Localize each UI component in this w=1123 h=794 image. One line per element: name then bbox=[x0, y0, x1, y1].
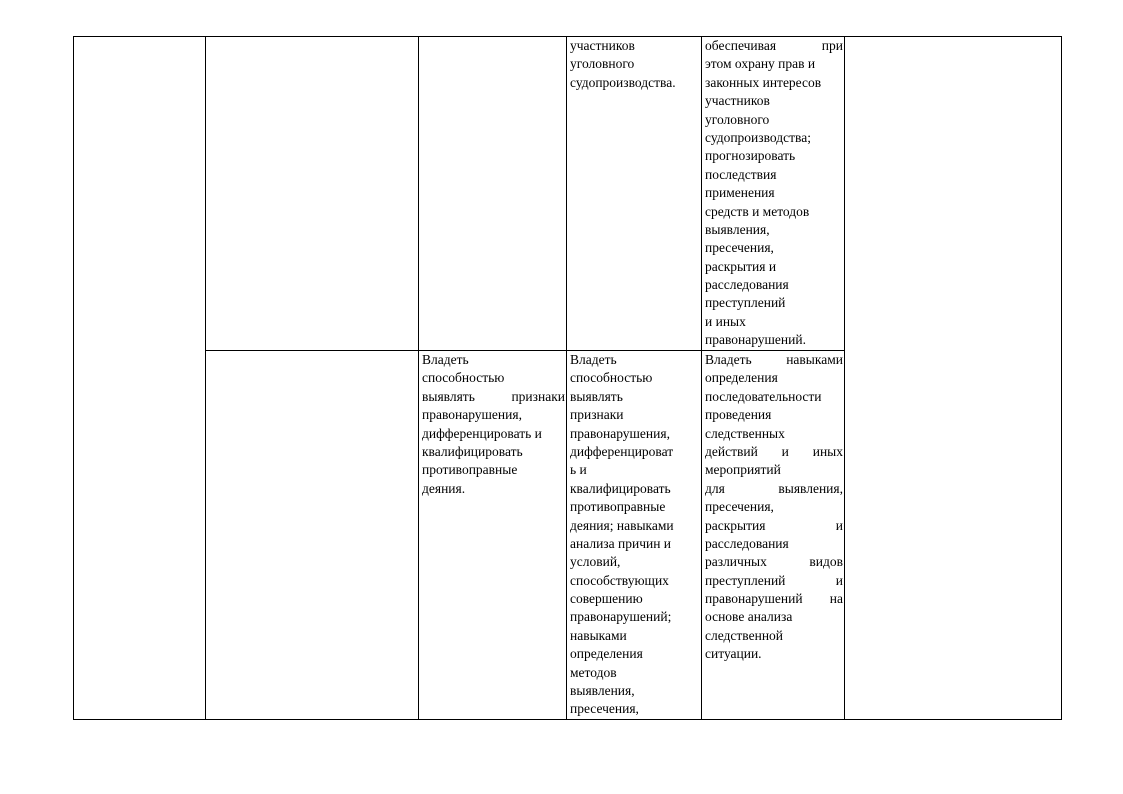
cell-line: правонарушений на bbox=[705, 591, 843, 607]
cell-line: прогнозировать bbox=[705, 148, 796, 164]
cell-line: способностью bbox=[570, 370, 653, 386]
cell-line: правонарушения, bbox=[422, 407, 522, 423]
cell-line: пресечения, bbox=[705, 240, 774, 256]
cell-line: правонарушения, bbox=[570, 425, 670, 441]
cell-line: ситуации. bbox=[705, 646, 762, 662]
cell-line: участников bbox=[570, 38, 635, 53]
cell-line: применения bbox=[705, 185, 775, 201]
cell-line: обеспечивая при bbox=[705, 38, 843, 53]
cell-line: последовательности bbox=[705, 388, 822, 404]
cell-line: выявления, bbox=[570, 683, 635, 699]
cell-line: совершению bbox=[570, 591, 643, 607]
row2-col4-text bbox=[570, 351, 700, 719]
cell-line: квалифицировать bbox=[422, 443, 523, 459]
cell-line: дифференцироват bbox=[570, 443, 674, 459]
cell-line: судопроизводства; bbox=[705, 129, 811, 145]
cell-line: законных интересов bbox=[705, 74, 822, 90]
cell-line: правонарушений; bbox=[570, 609, 672, 625]
table-bottom-border bbox=[73, 719, 1062, 720]
cell-line: Владеть bbox=[422, 352, 469, 367]
cell-line: мероприятий bbox=[705, 462, 781, 478]
cell-line: уголовного bbox=[705, 111, 770, 127]
row2-col5-text bbox=[705, 351, 843, 664]
cell-line: раскрытия и bbox=[705, 517, 843, 533]
cell-line: этом охрану прав и bbox=[705, 56, 816, 72]
cell-line: деяния. bbox=[422, 480, 466, 496]
col-border-1 bbox=[73, 36, 74, 720]
table-top-border bbox=[73, 36, 1062, 37]
col-border-3 bbox=[418, 36, 419, 720]
cell-line: преступлений и bbox=[705, 572, 843, 588]
cell-line: условий, bbox=[570, 554, 621, 570]
col-border-4 bbox=[566, 36, 567, 720]
cell-line: определения bbox=[570, 646, 643, 662]
cell-line: пресечения, bbox=[705, 499, 774, 515]
cell-line: различных видов bbox=[705, 554, 843, 570]
cell-line: судопроизводства. bbox=[570, 74, 676, 90]
cell-line: раскрытия и bbox=[705, 258, 777, 274]
cell-line: и иных bbox=[705, 313, 746, 329]
cell-line: уголовного bbox=[570, 56, 635, 72]
cell-line: анализа причин и bbox=[570, 535, 672, 551]
col-border-6 bbox=[844, 36, 845, 720]
cell-line: средств и методов bbox=[705, 203, 810, 219]
cell-line: преступлений bbox=[705, 295, 786, 311]
row2-col3-text bbox=[422, 351, 565, 498]
cell-line: выявления, bbox=[705, 221, 770, 237]
cell-line: расследования bbox=[705, 535, 789, 551]
cell-line: основе анализа bbox=[705, 609, 793, 625]
cell-line: участников bbox=[705, 93, 770, 109]
cell-line: квалифицировать bbox=[570, 480, 671, 496]
cell-line: дифференцировать и bbox=[422, 425, 542, 441]
cell-line: определения bbox=[705, 370, 778, 386]
cell-line: выявлять bbox=[570, 388, 623, 404]
cell-line: пресечения, bbox=[570, 701, 639, 717]
cell-line: проведения bbox=[705, 407, 772, 423]
cell-line: последствия bbox=[705, 166, 777, 182]
cell-line: деяния; навыками bbox=[570, 517, 674, 533]
col-border-7 bbox=[1061, 36, 1062, 720]
cell-line: противоправные bbox=[422, 462, 518, 478]
cell-line: признаки bbox=[570, 407, 624, 423]
cell-line: действий и иных bbox=[705, 443, 843, 459]
col-border-2 bbox=[205, 36, 206, 720]
row1-col4-text bbox=[570, 37, 700, 92]
cell-line: методов bbox=[570, 664, 617, 680]
cell-line: ь и bbox=[570, 462, 587, 478]
cell-line: навыками bbox=[570, 627, 627, 643]
cell-line: для выявления, bbox=[705, 480, 843, 496]
col-border-5 bbox=[701, 36, 702, 720]
cell-line: выявлять признаки bbox=[422, 388, 565, 404]
cell-line: правонарушений. bbox=[705, 332, 806, 348]
cell-line: следственной bbox=[705, 627, 784, 643]
cell-line: расследования bbox=[705, 277, 789, 293]
row1-col5-text bbox=[705, 37, 843, 350]
cell-line: способствующих bbox=[570, 572, 669, 588]
cell-line: следственных bbox=[705, 425, 785, 441]
cell-line: противоправные bbox=[570, 499, 666, 515]
cell-line: Владеть bbox=[570, 352, 617, 367]
cell-line: Владеть навыками bbox=[705, 352, 843, 367]
cell-line: способностью bbox=[422, 370, 505, 386]
